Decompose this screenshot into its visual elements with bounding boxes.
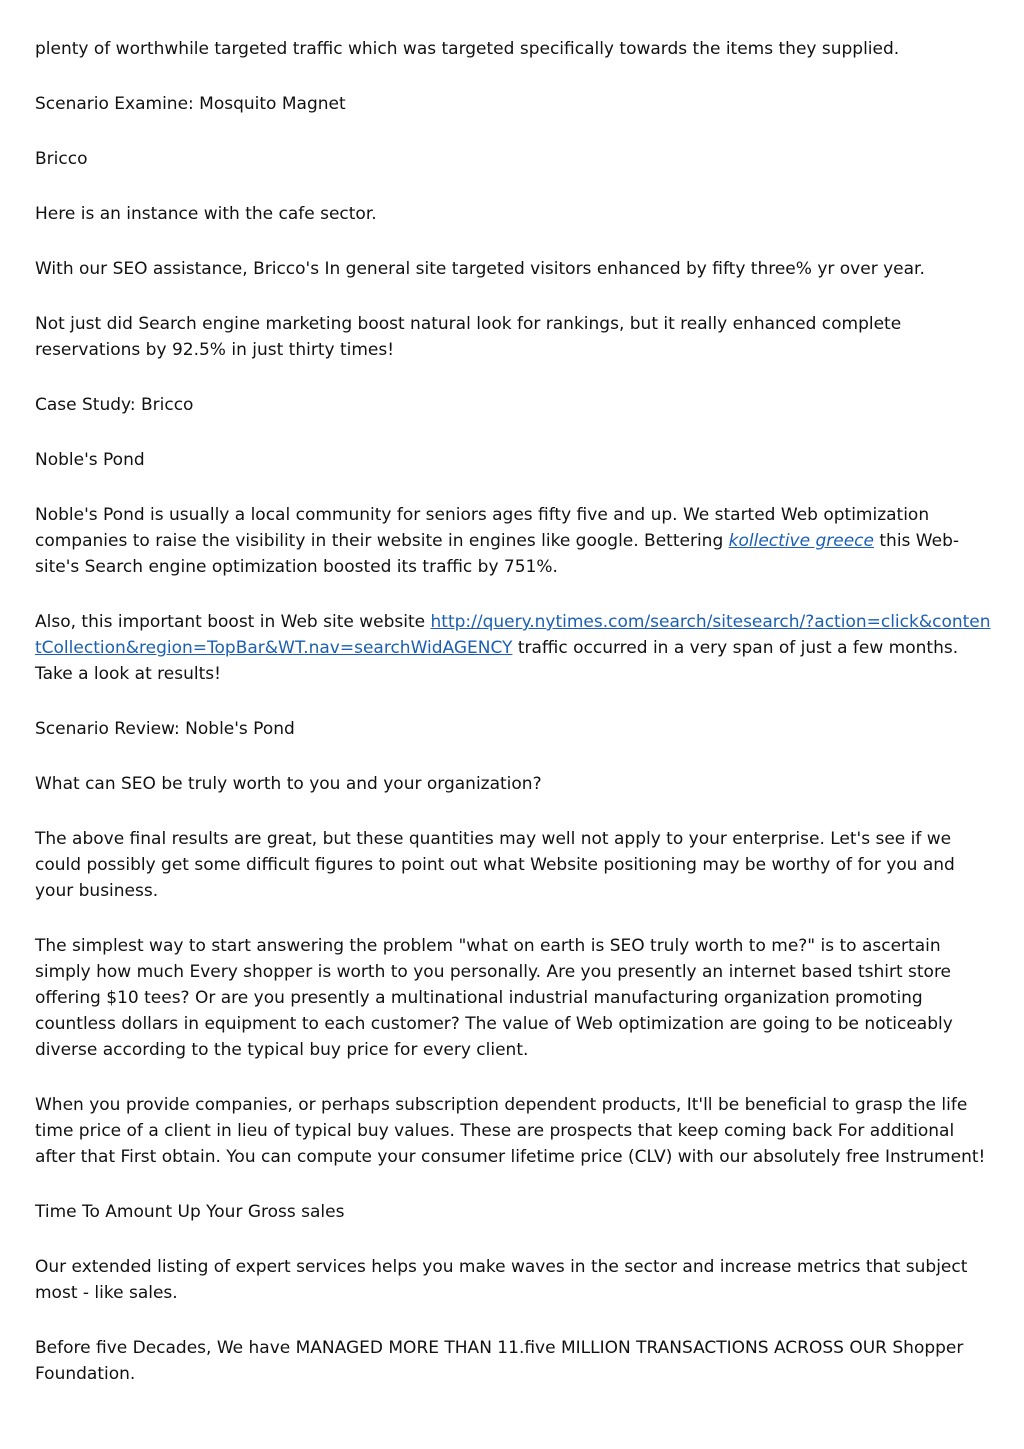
heading-gross-sales: Time To Amount Up Your Gross sales xyxy=(35,1202,345,1222)
paragraph-text: Also, this important boost in Web site website xyxy=(35,612,431,632)
heading-scenario-nobles-pond: Scenario Review: Noble's Pond xyxy=(35,719,295,739)
paragraph-bricco-reservations: Not just did Search engine marketing boost natural look for rankings, but it really enhanced complete reservations by 92.5% in just thirty times! xyxy=(35,314,902,360)
document-body xyxy=(35,36,993,1416)
heading-mosquito-magnet: Scenario Examine: Mosquito Magnet xyxy=(35,94,346,114)
paragraph-text: this Web-site's Search engine optimization boosted its traffic by 751%. xyxy=(35,531,960,577)
paragraph-nobles-pond-community xyxy=(35,502,993,580)
heading-seo-worth: What can SEO be truly worth to you and your organization? xyxy=(35,774,542,794)
heading-nobles-pond: Noble's Pond xyxy=(35,450,145,470)
paragraph-traffic-boost xyxy=(35,609,993,687)
paragraph-simplest-way: The simplest way to start answering the problem "what on earth is SEO truly worth to me?" is to ascertain simply how much Every shopper is worth to you personally. Are you presently an internet based tshirt store offering $10 tees? Or are you presently a multinational industrial manufacturing organization promoting countless dollars in equipment to each customer? The value of Web optimization are going to be noticeably diverse according to the typical buy price for every client. xyxy=(35,936,953,1060)
paragraph-cafe-sector: Here is an instance with the cafe sector. xyxy=(35,204,377,224)
nytimes-search-link[interactable]: http://query.nytimes.com/search/sitesearch/?action=click&contentCollection&region=TopBar&WT.nav=searchWidAGENCY xyxy=(35,612,991,658)
heading-bricco: Bricco xyxy=(35,149,88,169)
paragraph-transactions: Before five Decades, We have MANAGED MORE THAN 11.five MILLION TRANSACTIONS ACROSS OUR Shopper Foundation. xyxy=(35,1338,964,1384)
paragraph-intro-traffic: plenty of worthwhile targeted traffic which was targeted specifically towards the items they supplied. xyxy=(35,39,900,59)
kollective-greece-link[interactable]: kollective greece xyxy=(728,531,874,551)
paragraph-expert-services: Our extended listing of expert services helps you make waves in the sector and increase metrics that subject most - like sales. xyxy=(35,1257,968,1303)
paragraph-final-results: The above final results are great, but these quantities may well not apply to your enterprise. Let's see if we could possibly get some difficult figures to point out what Website positioning may be worthy of for you and your business. xyxy=(35,829,955,901)
paragraph-text: Noble's Pond is usually a local community for seniors ages fifty five and up. We started Web optimization companies to raise the visibility in their website in engines like google. Bettering xyxy=(35,505,930,551)
paragraph-bricco-traffic: With our SEO assistance, Bricco's In general site targeted visitors enhanced by fifty three% yr over year. xyxy=(35,259,925,279)
paragraph-text: traffic occurred in a very span of just a few months. Take a look at results! xyxy=(35,638,959,684)
heading-case-study-bricco: Case Study: Bricco xyxy=(35,395,194,415)
paragraph-lifetime-value: When you provide companies, or perhaps subscription dependent products, It'll be beneficial to grasp the life time price of a client in lieu of typical buy values. These are prospects that keep coming back For additional after that First obtain. You can compute your consumer lifetime price (CLV) with our absolutely free Instrument! xyxy=(35,1095,986,1167)
